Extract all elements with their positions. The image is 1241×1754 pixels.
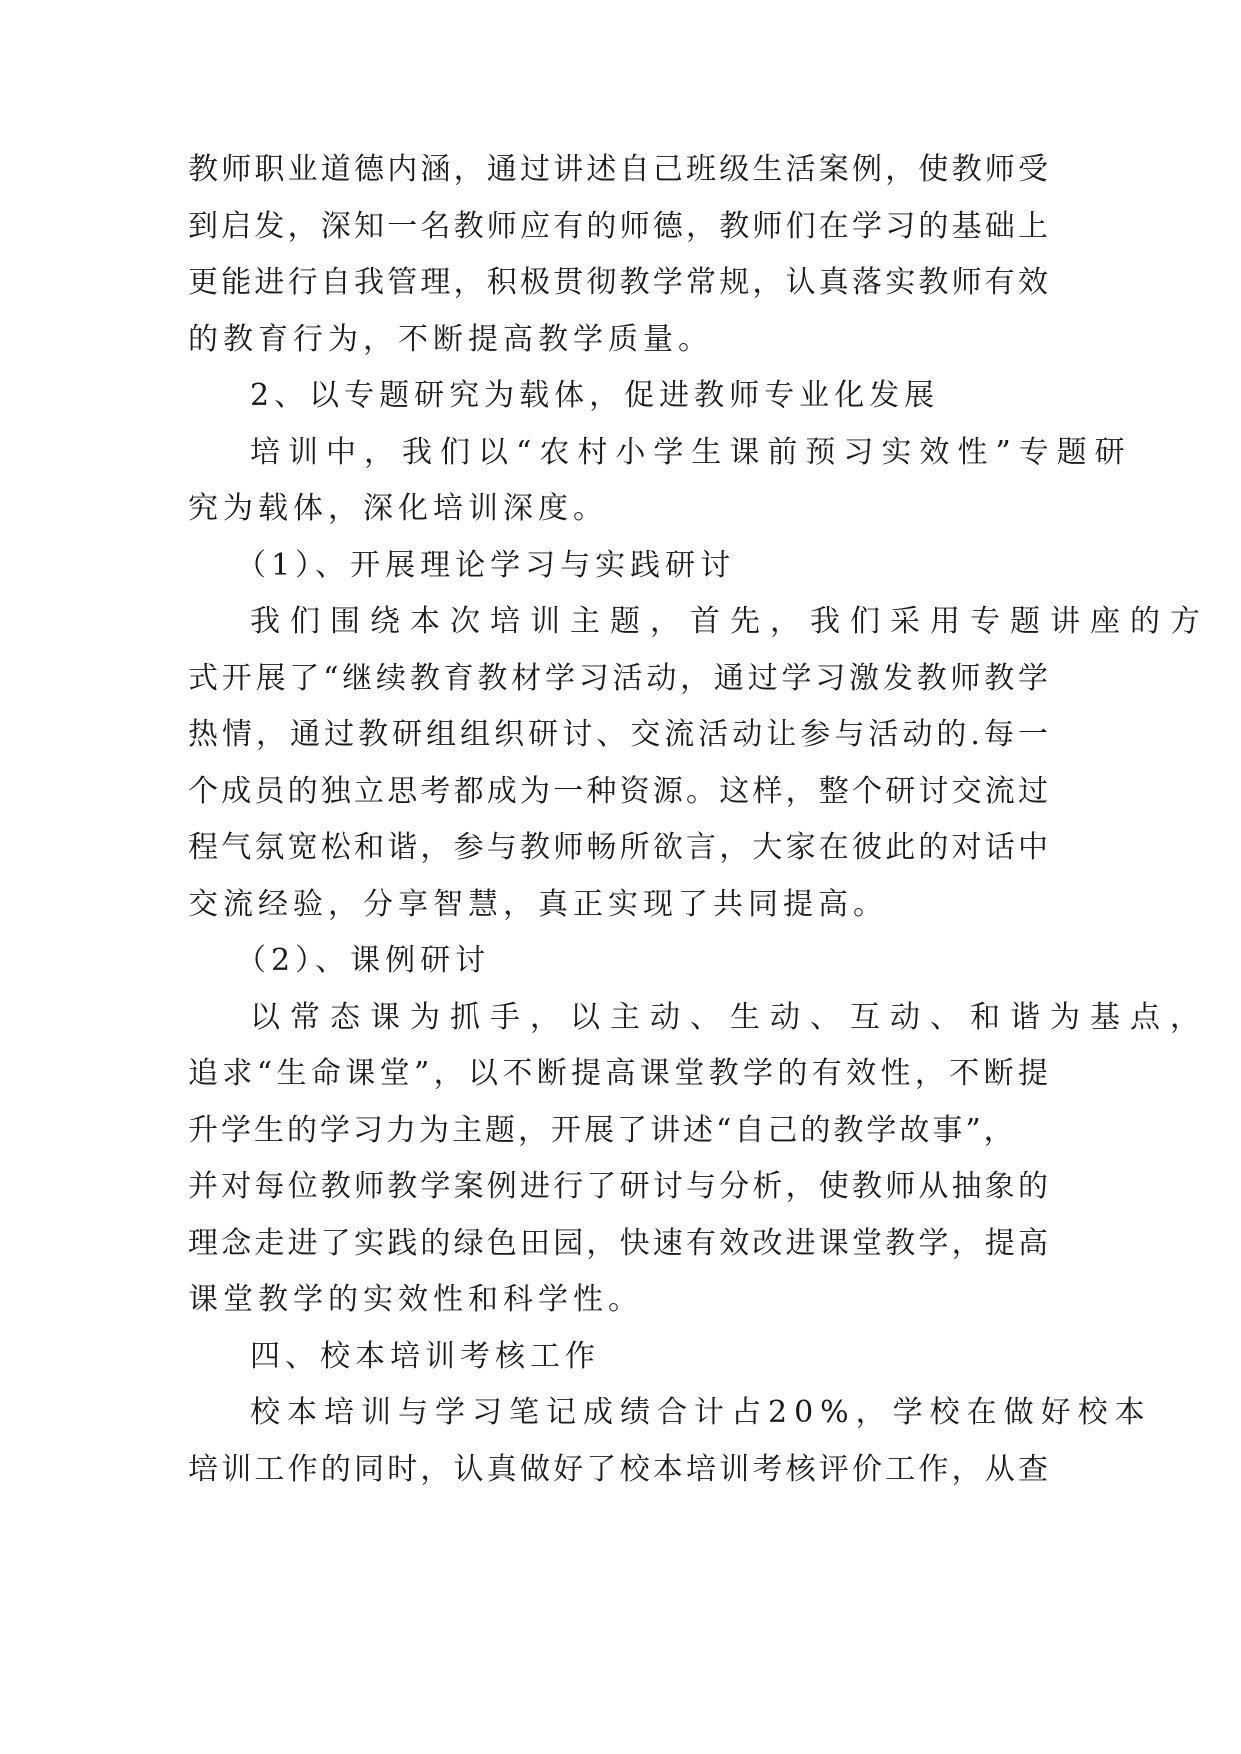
- text-line: 追求“生命课堂”，以不断提高课堂教学的有效性，不断提: [188, 1056, 1048, 1091]
- text-line: 我们围绕本次培训主题，首先，我们采用专题讲座的方: [250, 604, 1210, 639]
- text-line: 课堂教学的实效性和科学性。: [188, 1282, 643, 1317]
- text-line: 升学生的学习力为主题，开展了讲述“自己的教学故事”，: [188, 1113, 1017, 1148]
- text-line: 理念走进了实践的绿色田园，快速有效改进课堂教学，提高: [188, 1226, 1048, 1261]
- text-line: 培训中，我们以“农村小学生课前预习实效性”专题研: [250, 435, 1133, 470]
- text-line: 教师职业道德内涵，通过讲述自己班级生活案例，使教师受: [188, 152, 1048, 187]
- text-line: 的教育行为，不断提高教学质量。: [188, 322, 713, 357]
- text-line: 校本培训与学习笔记成绩合计占20%，学校在做好校本: [250, 1395, 1152, 1430]
- subsection-heading: （1）、开展理论学习与实践研讨: [236, 548, 736, 583]
- section-heading: 四、校本培训考核工作: [250, 1339, 600, 1374]
- text-line: 更能进行自我管理，积极贯彻教学常规，认真落实教师有效: [188, 265, 1048, 300]
- text-line: 式开展了“继续教育教材学习活动，通过学习激发教师教学: [188, 661, 1048, 696]
- text-line: 并对每位教师教学案例进行了研讨与分析，使教师从抽象的: [188, 1169, 1048, 1204]
- text-line: 培训工作的同时，认真做好了校本培训考核评价工作，从查: [188, 1452, 1048, 1487]
- text-line: 以常态课为抓手，以主动、生动、互动、和谐为基点，: [250, 1000, 1210, 1035]
- text-line: 到启发，深知一名教师应有的师德，教师们在学习的基础上: [188, 209, 1048, 244]
- text-line: 交流经验，分享智慧，真正实现了共同提高。: [188, 887, 888, 922]
- text-line: 究为载体，深化培训深度。: [188, 491, 608, 526]
- text-line: 程气氛宽松和谐，参与教师畅所欲言，大家在彼此的对话中: [188, 830, 1048, 865]
- text-line: 个成员的独立思考都成为一种资源。这样，整个研讨交流过: [188, 774, 1048, 809]
- text-line: 热情，通过教研组组织研讨、交流活动让参与活动的.每一: [188, 717, 1048, 752]
- section-heading: 2、以专题研究为载体，促进教师专业化发展: [250, 378, 940, 413]
- subsection-heading: （2）、课例研讨: [236, 943, 491, 978]
